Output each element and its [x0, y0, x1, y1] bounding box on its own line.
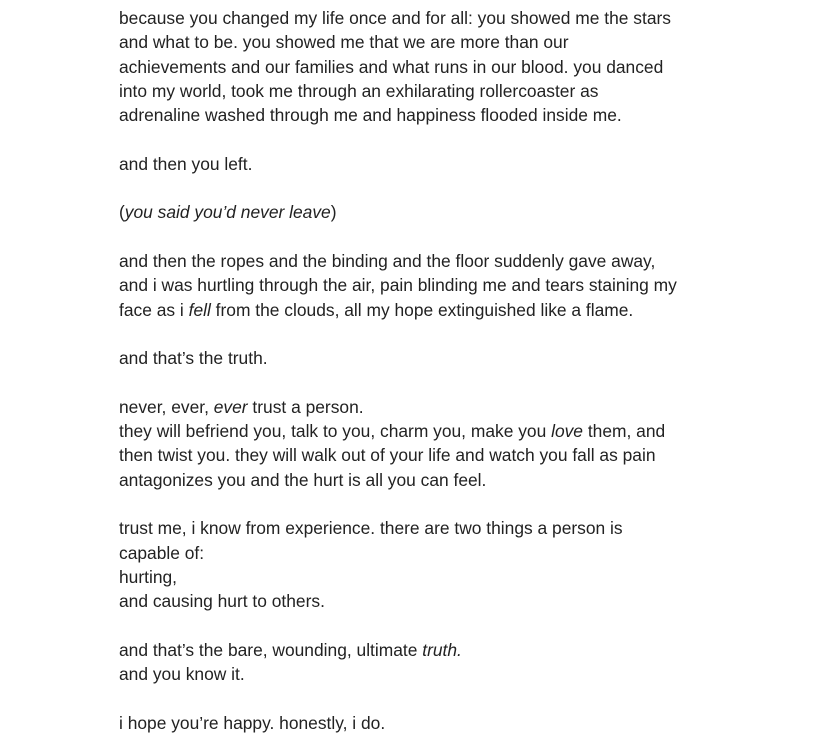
text-line: and that’s the truth. [119, 348, 268, 369]
text-line: adrenaline washed through me and happiness flooded inside me. [119, 105, 622, 126]
paragraph-bare-truth [119, 638, 719, 687]
paragraph-fall [119, 249, 719, 322]
text-run: and that’s the bare, wounding, ultimate [119, 639, 423, 660]
italic-word: truth. [422, 639, 462, 660]
text-run: from the clouds, all my hope extinguished like a flame. [210, 299, 634, 320]
text-line: and causing hurt to others. [119, 591, 325, 612]
text-line: i hope you’re happy. honestly, i do. [119, 712, 386, 733]
text-line: and what to be. you showed me that we are more than our [119, 32, 569, 53]
italic-word: love [551, 421, 583, 442]
paragraph-truth [119, 346, 719, 370]
text-line: and i was hurtling through the air, pain blinding me and tears staining my [119, 275, 677, 296]
text-run: trust a person. [247, 396, 364, 417]
italic-phrase: you said you’d never leave [124, 202, 331, 223]
text-line: antagonizes you and the hurt is all you can feel. [119, 469, 487, 490]
text-line: achievements and our families and what runs in our blood. you danced [119, 56, 664, 77]
paragraph-stars [119, 6, 719, 127]
paragraph-trust [119, 395, 719, 492]
text-line: and then you left. [119, 153, 253, 174]
italic-word: ever [213, 396, 248, 417]
text-line [119, 298, 719, 322]
text-line: into my world, took me through an exhilarating rollercoaster as [119, 80, 599, 101]
italic-word: fell [188, 299, 211, 320]
text-line: then twist you. they will walk out of your life and watch you fall as pain [119, 445, 656, 466]
text-run: them, and [582, 421, 666, 442]
text-run: they will befriend you, talk to you, charm you, make you [119, 421, 552, 442]
paren-close: ) [330, 202, 337, 223]
paragraph-closing [119, 711, 719, 735]
paragraph-never-leave [119, 200, 719, 224]
paren-open: ( [119, 202, 125, 223]
text-line [119, 200, 719, 224]
text-line: hurting, [119, 566, 178, 587]
text-run: face as i [119, 299, 189, 320]
text-line [119, 638, 719, 662]
paragraph-experience [119, 516, 719, 613]
letter-text [119, 6, 719, 735]
text-line: because you changed my life once and for all: you showed me the stars [119, 8, 671, 28]
text-line [119, 395, 719, 419]
text-line: capable of: [119, 542, 205, 563]
text-line: trust me, i know from experience. there are two things a person is [119, 518, 623, 539]
paragraph-left [119, 152, 719, 176]
text-run: never, ever, [119, 396, 214, 417]
text-line: and you know it. [119, 664, 245, 685]
text-line: and then the ropes and the binding and the floor suddenly gave away, [119, 250, 656, 271]
text-line [119, 419, 719, 443]
